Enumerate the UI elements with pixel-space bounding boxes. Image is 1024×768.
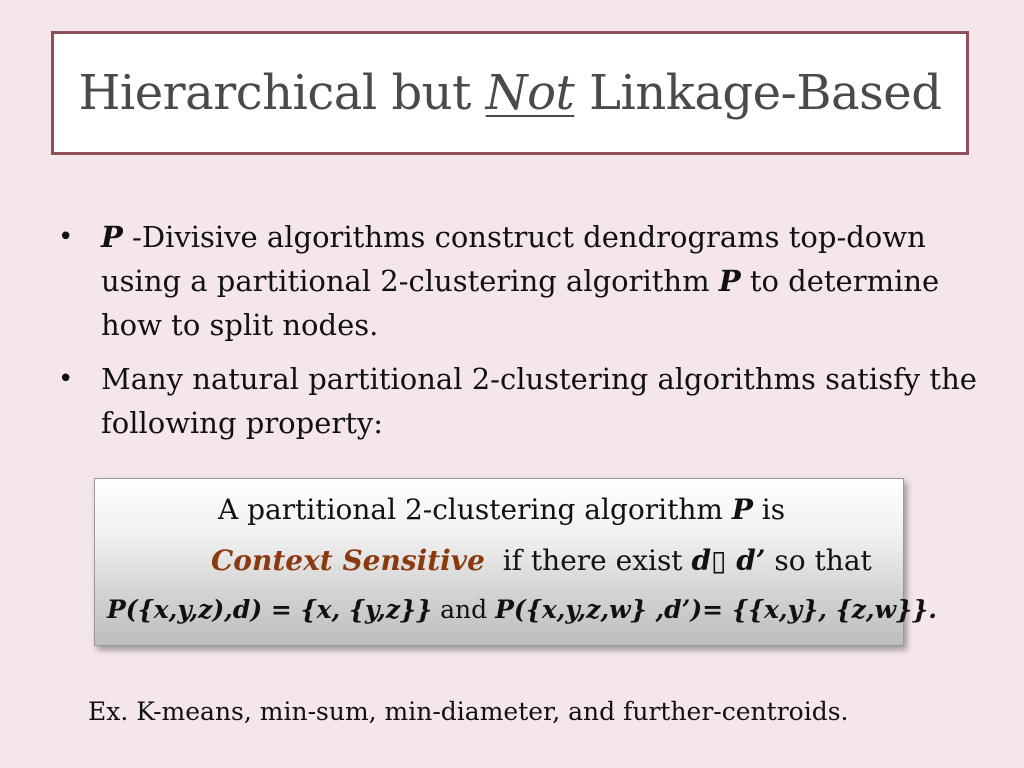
definition-text: is <box>752 493 786 526</box>
definition-text: A partitional 2-clustering algorithm <box>218 493 732 526</box>
algorithm-p-symbol: P <box>731 493 753 526</box>
title-box <box>51 31 969 155</box>
bullet-item-property <box>58 357 998 445</box>
algorithm-p-symbol: P <box>101 220 123 254</box>
context-sensitive-term: Context Sensitive <box>211 544 485 577</box>
distance-symbols: d▯ d’ <box>691 544 766 577</box>
bullet-dot-icon: • <box>58 222 74 252</box>
bullet-text: to determine how to split nodes. <box>101 264 940 342</box>
definition-text: if there exist <box>484 544 692 577</box>
example-text: Ex. K-means, min-sum, min-diameter, and further-centroids. <box>88 697 849 726</box>
bullet-item-divisive <box>58 215 998 347</box>
definition-line-1 <box>218 485 785 535</box>
definition-text: and <box>432 595 496 624</box>
slide-title <box>79 65 942 121</box>
definition-text: so that <box>765 544 872 577</box>
definition-line-3 <box>107 585 937 635</box>
bullet-dot-icon: • <box>58 364 74 394</box>
formula-1: P({x,y,z),d) = {x, {y,z}} <box>107 595 433 624</box>
definition-line-2 <box>211 536 872 586</box>
bullet-list <box>58 215 998 455</box>
algorithm-p-symbol: P <box>718 264 741 298</box>
definition-box <box>94 478 937 646</box>
bullet-text: Many natural partitional 2-clustering algorithms satisfy the following property: <box>101 362 977 440</box>
title-emphasis: Not <box>485 65 575 121</box>
bullet-text: -Divisive algorithms construct dendrograms top-down using a partitional 2-clustering algorithm <box>101 220 926 298</box>
title-suffix: Linkage-Based <box>574 65 942 121</box>
title-prefix: Hierarchical but <box>78 65 486 121</box>
formula-2: P({x,y,z,w} ,d’)= {{x,y}, {z,w}}. <box>495 595 937 624</box>
